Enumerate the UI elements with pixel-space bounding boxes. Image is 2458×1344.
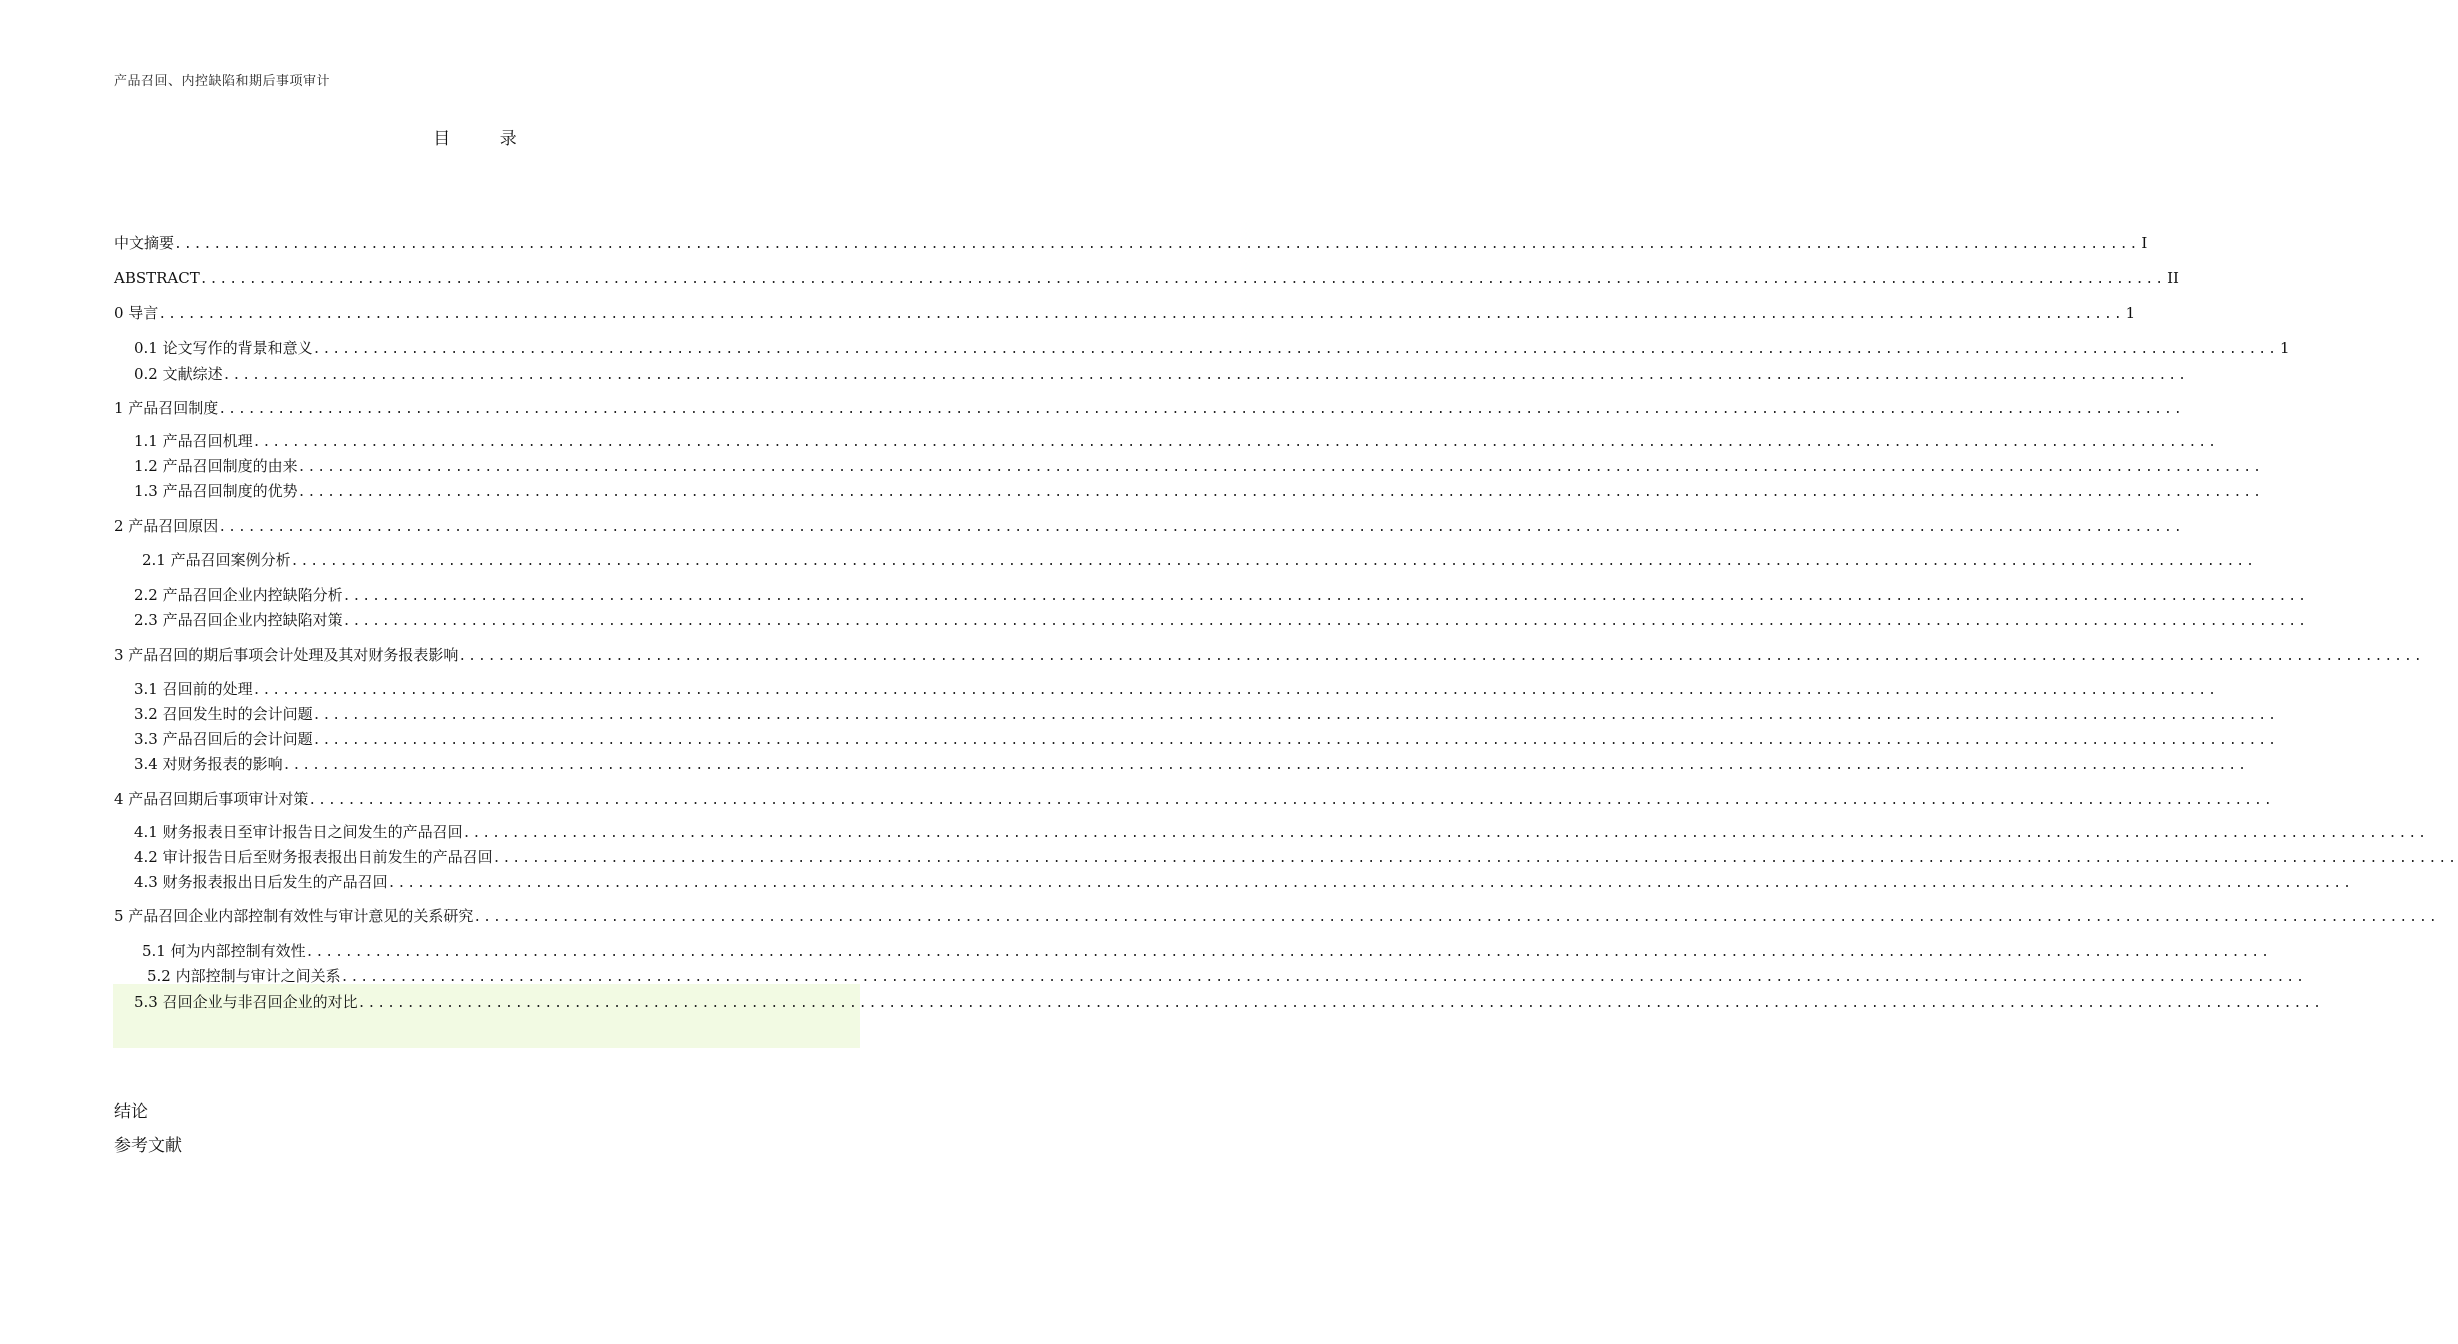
dot-leader: ........................................................................................................................................................................................................ — [305, 945, 2271, 960]
dot-leader: ........................................................................................................................................................................................................ — [158, 307, 2124, 322]
toc-entry[interactable] — [134, 481, 2263, 501]
toc-entry-label: 5 产品召回企业内部控制有效性与审计意见的关系研究 — [114, 907, 474, 925]
toc-entry-label: 5.3 召回企业与非召回企业的对比 — [134, 993, 358, 1011]
toc-entry[interactable] — [134, 822, 2428, 842]
toc-entry[interactable] — [134, 847, 2458, 867]
dot-leader: ........................................................................................................................................................................................................ — [199, 272, 2166, 287]
toc-entry-page: I — [2141, 234, 2148, 252]
toc-entry[interactable] — [114, 233, 2148, 253]
dot-leader: ........................................................................................................................................................................................................ — [387, 876, 2353, 891]
toc-entry[interactable] — [147, 966, 2306, 986]
references-heading: 参考文献 — [114, 1136, 182, 1156]
toc-entry-label: 4.2 审计报告日后至财务报表报出日前发生的产品召回 — [134, 848, 493, 866]
toc-entry-label: 1 产品召回制度 — [114, 399, 219, 417]
toc-entry[interactable] — [114, 906, 2439, 926]
dot-leader: ........................................................................................................................................................................................................ — [492, 851, 2458, 866]
toc-entry-label: ABSTRACT — [114, 269, 200, 287]
dot-leader: ........................................................................................................................................................................................................ — [252, 683, 2218, 698]
dot-leader: ........................................................................................................................................................................................................ — [312, 733, 2278, 748]
toc-title: 目 录 — [433, 129, 539, 149]
toc-entry-page: 1 — [2279, 339, 2290, 357]
toc-entry[interactable] — [134, 610, 2308, 630]
toc-entry-page: II — [2167, 269, 2179, 287]
dot-leader: ........................................................................................................................................................................................................ — [297, 460, 2263, 475]
toc-entry-label: 4 产品召回期后事项审计对策 — [114, 790, 309, 808]
dot-leader: ........................................................................................................................................................................................................ — [462, 826, 2428, 841]
toc-entry[interactable] — [134, 456, 2263, 476]
toc-entry[interactable] — [134, 754, 2248, 774]
toc-entry[interactable] — [134, 729, 2278, 749]
toc-entry[interactable] — [134, 364, 2188, 384]
dot-leader: ........................................................................................................................................................................................................ — [312, 708, 2278, 723]
toc-entry-label: 1.2 产品召回制度的由来 — [134, 457, 298, 475]
toc-entry-label: 中文摘要 — [114, 234, 175, 252]
dot-leader: ........................................................................................................................................................................................................ — [340, 970, 2306, 985]
toc-entry-label: 3.3 产品召回后的会计问题 — [134, 730, 313, 748]
toc-entry[interactable] — [142, 550, 2256, 570]
toc-entry-label: 2.3 产品召回企业内控缺陷对策 — [134, 611, 343, 629]
toc-entry-label: 3 产品召回的期后事项会计处理及其对财务报表影响 — [114, 646, 459, 664]
dot-leader: ........................................................................................................................................................................................................ — [218, 520, 2184, 535]
toc-entry-page: 1 — [2125, 304, 2136, 322]
dot-leader: ........................................................................................................................................................................................................ — [473, 910, 2439, 925]
toc-entry[interactable] — [134, 704, 2278, 724]
toc-entry-label: 3.4 对财务报表的影响 — [134, 755, 283, 773]
toc-entry-label: 0 导言 — [114, 304, 159, 322]
toc-entry[interactable] — [114, 789, 2274, 809]
toc-entry[interactable] — [134, 679, 2218, 699]
toc-entry-label: 5.1 何为内部控制有效性 — [142, 942, 306, 960]
dot-leader: ........................................................................................................................................................................................................ — [342, 614, 2308, 629]
toc-entry[interactable] — [142, 941, 2271, 961]
toc-entry-label: 4.1 财务报表日至审计报告日之间发生的产品召回 — [134, 823, 463, 841]
toc-entry[interactable] — [114, 268, 2179, 288]
toc-entry-label: 2.1 产品召回案例分析 — [142, 551, 291, 569]
toc-entry-label: 0.1 论文写作的背景和意义 — [134, 339, 313, 357]
dot-leader: ........................................................................................................................................................................................................ — [252, 435, 2218, 450]
toc-entry-label: 1.1 产品召回机理 — [134, 432, 253, 450]
toc-entry-label: 4.3 财务报表报出日后发生的产品召回 — [134, 873, 388, 891]
dot-leader: ........................................................................................................................................................................................................ — [357, 996, 2323, 1011]
toc-entry-label: 0.2 文献综述 — [134, 365, 223, 383]
dot-leader: ........................................................................................................................................................................................................ — [297, 485, 2263, 500]
toc-entry[interactable] — [114, 303, 2136, 323]
dot-leader: ........................................................................................................................................................................................................ — [458, 649, 2424, 664]
toc-entry[interactable] — [134, 338, 2290, 358]
toc-entry-label: 1.3 产品召回制度的优势 — [134, 482, 298, 500]
toc-entry[interactable] — [134, 585, 2308, 605]
dot-leader: ........................................................................................................................................................................................................ — [290, 554, 2256, 569]
toc-entry-label: 5.2 内部控制与审计之间关系 — [147, 967, 341, 985]
dot-leader: ........................................................................................................................................................................................................ — [342, 589, 2308, 604]
dot-leader: ........................................................................................................................................................................................................ — [218, 402, 2184, 417]
dot-leader: ........................................................................................................................................................................................................ — [174, 237, 2140, 252]
toc-entry-label: 2.2 产品召回企业内控缺陷分析 — [134, 586, 343, 604]
dot-leader: ........................................................................................................................................................................................................ — [222, 368, 2188, 383]
toc-entry-label: 3.1 召回前的处理 — [134, 680, 253, 698]
toc-entry-label: 2 产品召回原因 — [114, 517, 219, 535]
toc-entry-label: 3.2 召回发生时的会计问题 — [134, 705, 313, 723]
conclusion-heading: 结论 — [114, 1102, 148, 1122]
dot-leader: ........................................................................................................................................................................................................ — [282, 758, 2248, 773]
dot-leader: ........................................................................................................................................................................................................ — [312, 342, 2278, 357]
toc-entry[interactable] — [114, 516, 2184, 536]
toc-entry[interactable] — [134, 431, 2218, 451]
running-header: 产品召回、内控缺陷和期后事项审计 — [114, 74, 331, 89]
toc-entry[interactable] — [114, 645, 2424, 665]
dot-leader: ........................................................................................................................................................................................................ — [308, 793, 2274, 808]
toc-entry[interactable] — [134, 872, 2353, 892]
toc-entry[interactable] — [134, 992, 2323, 1012]
toc-entry[interactable] — [114, 398, 2184, 418]
